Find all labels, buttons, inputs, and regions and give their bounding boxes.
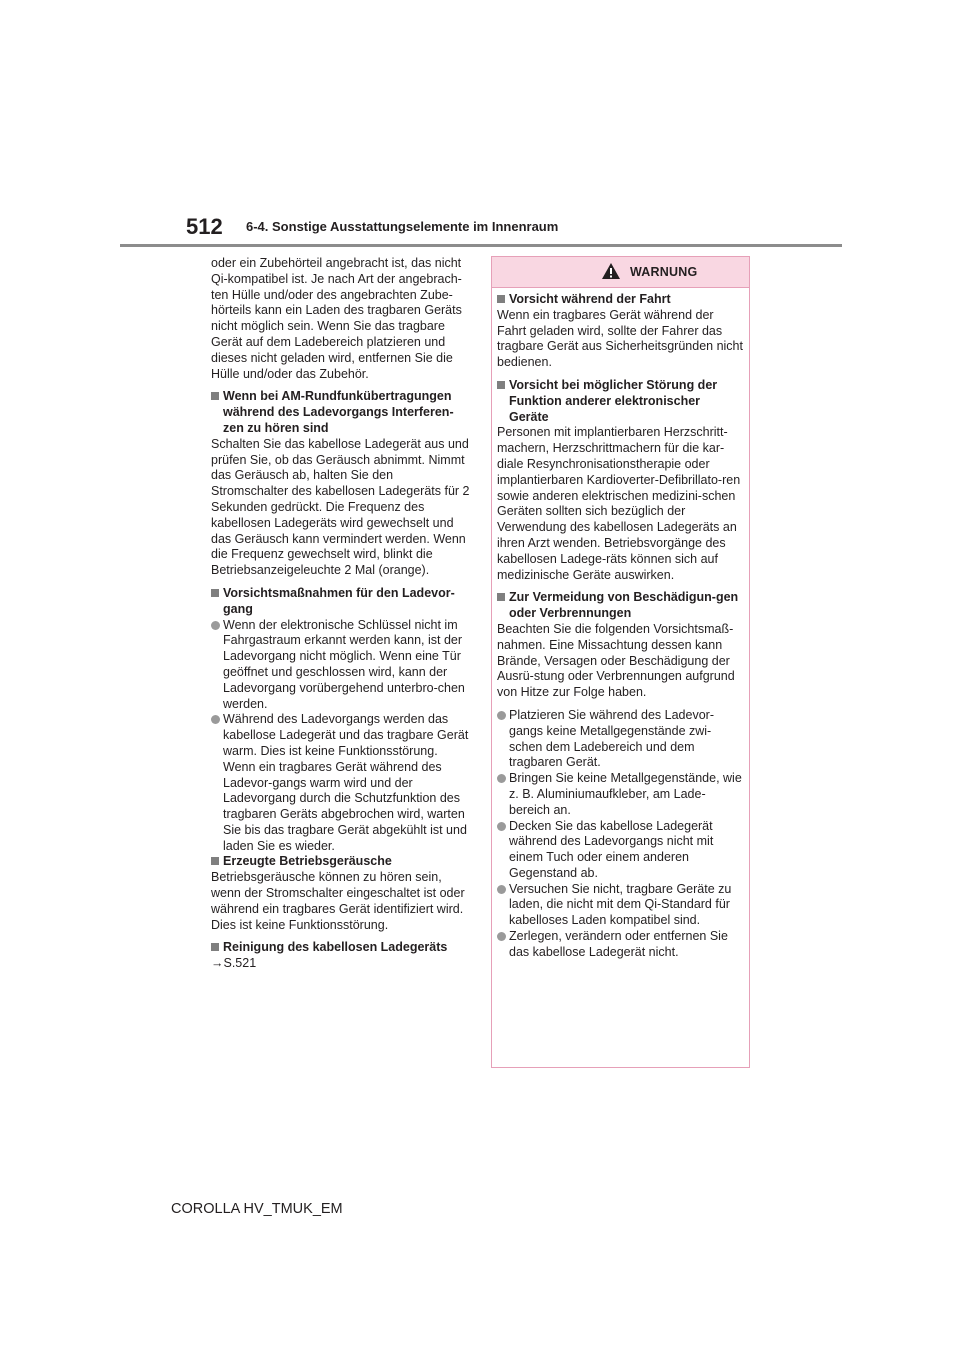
page-number: 512: [186, 214, 223, 239]
charging-precautions-heading: Vorsichtsmaßnahmen für den Ladevor-gang: [211, 586, 473, 618]
damage-bullet-disassemble: Zerlegen, verändern oder entfernen Sie das kabellose Ladegerät nicht.: [497, 929, 743, 961]
cleaning-heading: Reinigung des kabellosen Ladegeräts: [211, 940, 473, 956]
header-rule: [120, 244, 842, 247]
chapter-title: 6-4. Sonstige Ausstattungselemente im Innenraum: [246, 219, 559, 234]
warning-title: WARNUNG: [630, 265, 698, 279]
driving-caution-heading: Vorsicht während der Fahrt: [497, 292, 743, 308]
operating-noise-heading: Erzeugte Betriebsgeräusche: [211, 854, 473, 870]
damage-prevention-heading: Zur Vermeidung von Beschädigun-gen oder Verbrennungen: [497, 590, 743, 622]
am-interference-text: Schalten Sie das kabellose Ladegerät aus und prüfen Sie, ob das Geräusch abnimmt. Nimmt das Geräusch ab, halten Sie den Stromschalter des kabellosen Ladegeräts für 2 Sekunden gedrückt. Die Frequenz des kabellosen Ladegeräts wird gewechselt und das Geräusch kann vermindert werden. Wenn die Frequenz gewechselt wird, blinkt die Betriebsanzeigeleuchte 2 Mal (orange).: [211, 436, 470, 578]
left-column: [211, 256, 473, 979]
intro-paragraph: oder ein Zubehörteil angebracht ist, das nicht Qi-kompatibel ist. Je nach Art der angebrach-ten Hülle und/oder des angebrachten Zube-hörteils kann ein Laden des tragbaren Geräts nicht möglich sein. Wenn Sie das tragbare Gerät auf dem Ladebereich platzieren und dieses nicht geladen wird, entfernen Sie die Hülle und/oder das Zubehör.: [211, 256, 462, 381]
damage-bullet-stickers: Bringen Sie keine Metallgegenstände, wie z. B. Aluminiumaufkleber, am Lade-bereich an.: [497, 771, 743, 818]
damage-bullet-qi-standard: Versuchen Sie nicht, tragbare Geräte zu laden, die nicht mit dem Qi-Standard für kabelloses Laden kompatibel sind.: [497, 882, 743, 929]
damage-bullet-cover: Decken Sie das kabellose Ladegerät während des Ladevorgangs nicht mit einem Tuch oder einem anderen Gegenstand ab.: [497, 819, 743, 882]
precaution-bullet-key: Wenn der elektronische Schlüssel nicht im Fahrgastraum erkannt werden kann, ist der Ladevorgang nicht möglich. Wenn eine Tür geöffnet und geschlossen wird, kann der Ladevorgang vorübergehend unterbro-chen werden.: [211, 618, 473, 713]
operating-noise-text: Betriebsgeräusche können zu hören sein, wenn der Stromschalter eingeschaltet ist oder während ein tragbares Gerät identifiziert wird. Dies ist keine Funktionsstörung.: [211, 870, 465, 932]
damage-prevention-text: Beachten Sie die folgenden Vorsichtsmaß-nahmen. Eine Missachtung dessen kann Brände, Versagen oder Beschädigung der Ausrü-stung oder Verbrennungen aufgrund von Hitze zur Folge haben.: [497, 621, 735, 700]
warning-body: [497, 292, 743, 961]
am-interference-heading: Wenn bei AM-Rundfunkübertragungen während des Ladevorgangs Interferen-zen zu hören sind: [211, 389, 473, 436]
driving-caution-text: Wenn ein tragbares Gerät während der Fahrt geladen wird, sollte der Fahrer das tragbare Gerät aus Sicherheitsgründen nicht bedienen.: [497, 307, 743, 370]
damage-bullet-metal-objects: Platzieren Sie während des Ladevor-gangs keine Metallgegenstände zwi-schen dem Ladebereich und dem tragbaren Gerät.: [497, 708, 743, 771]
warning-box: [491, 256, 750, 1068]
device-interference-heading: Vorsicht bei möglicher Störung der Funktion anderer elektronischer Geräte: [497, 378, 743, 425]
warning-header: [492, 257, 749, 288]
warning-triangle-icon: [601, 262, 621, 280]
footer-model-code: COROLLA HV_TMUK_EM: [171, 1201, 343, 1217]
precaution-bullet-heat: Während des Ladevorgangs werden das kabellose Ladegerät und das tragbare Gerät warm. Dies ist keine Funktionsstörung. Wenn ein tragbares Gerät während des Ladevor-gangs warm wird und der Ladevorgang durch die Schutzfunktion des tragbaren Geräts abgebrochen wird, warten Sie bis das tragbare Gerät abgekühlt ist und laden Sie es wieder.: [211, 712, 473, 854]
device-interference-text: Personen mit implantierbaren Herzschritt-machern, Herzschrittmachern für die kar-diale Resynchronisationstherapie oder implantierbaren Kardioverter-Defibrillato-ren sowie anderen elektrischen medizini-schen Geräten sollten sich bezüglich der Verwendung des kabellosen Ladegeräts an ihren Arzt wenden. Betriebsvorgänge des kabellosen Ladege-räts können sich auf medizinische Geräte auswirken.: [497, 425, 741, 582]
cleaning-page-reference: →S.521: [211, 956, 257, 971]
